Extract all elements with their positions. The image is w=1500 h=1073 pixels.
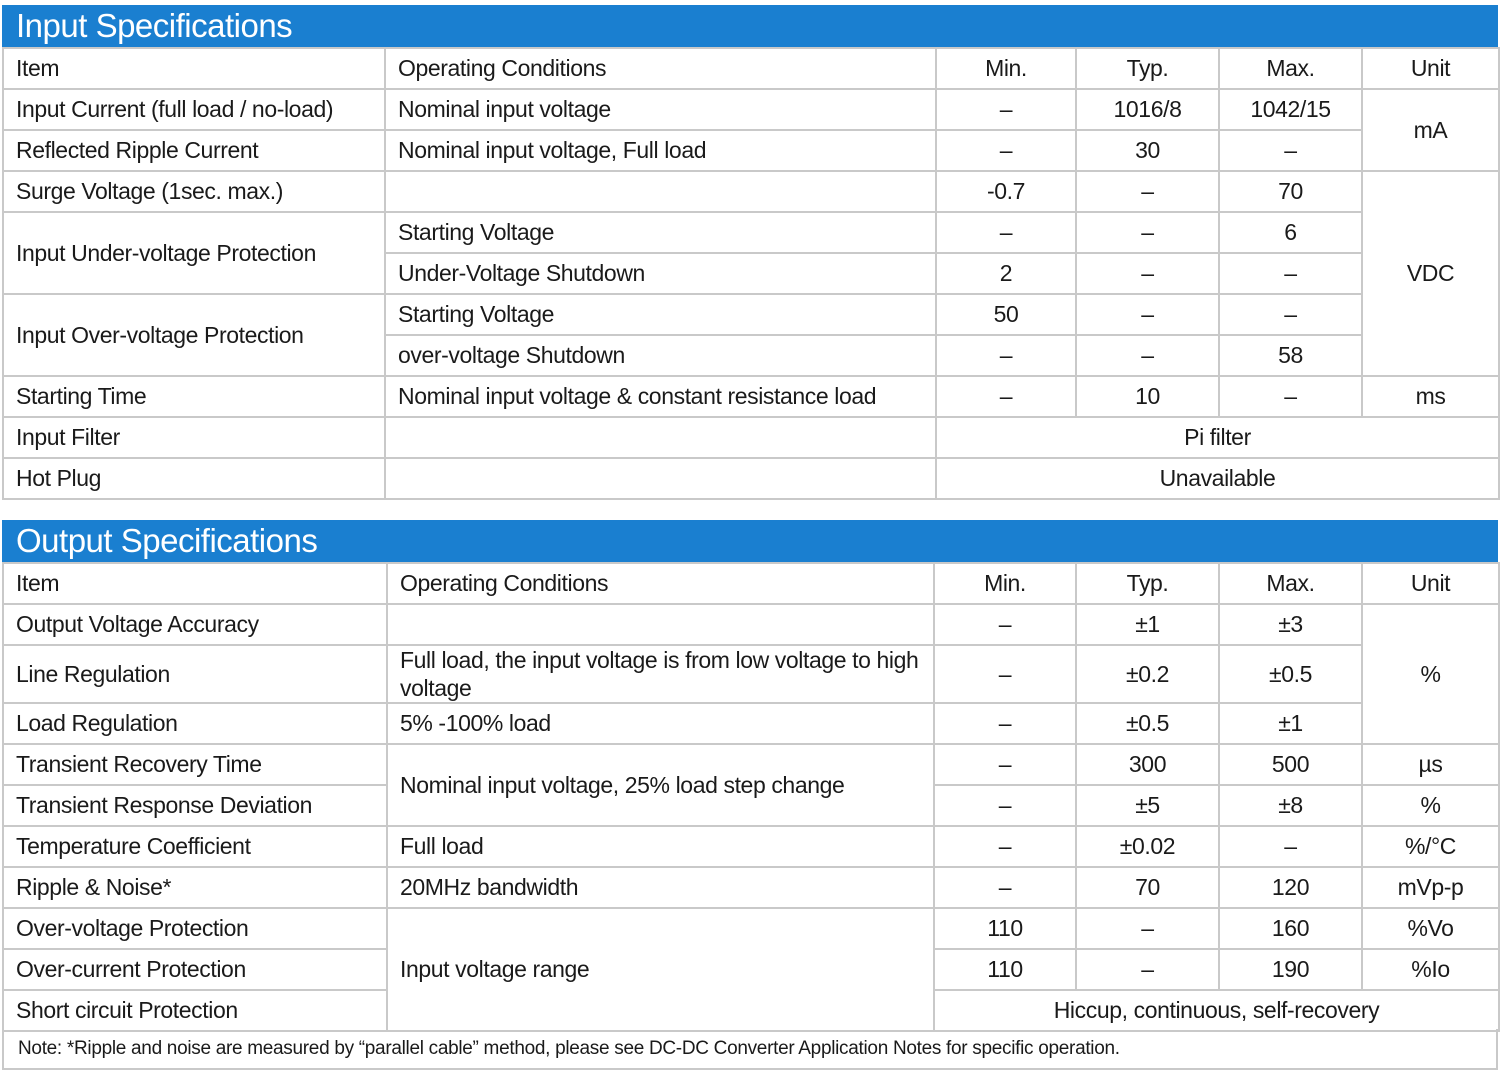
row-typ: ±0.02 [1076,826,1219,867]
row-item: Output Voltage Accuracy [3,604,387,645]
row-max: ±3 [1219,604,1362,645]
row-unit: %Io [1362,949,1499,990]
table-header-row [3,563,1499,604]
row-typ: – [1076,335,1219,376]
row-item: Transient Response Deviation [3,785,387,826]
row-item: Short circuit Protection [3,990,387,1031]
row-max: 1042/15 [1219,89,1362,130]
row-max: – [1219,130,1362,171]
row-min: – [934,604,1076,645]
row-min: – [934,744,1076,785]
row-max: 70 [1219,171,1362,212]
row-conditions: Nominal input voltage, Full load [385,130,936,171]
footnote: Note: *Ripple and noise are measured by “parallel cable” method, please see DC-DC Converter Application Notes for specific operation. [2,1029,1498,1070]
header-max: Max. [1219,563,1362,604]
row-unit: mA [1362,89,1499,171]
row-item: Input Current (full load / no-load) [3,89,385,130]
table-row [3,604,1499,645]
row-unit: % [1362,785,1499,826]
row-min: – [934,645,1076,703]
input-specifications-title: Input Specifications [2,5,1498,47]
row-max: 6 [1219,212,1362,253]
row-max: 190 [1219,949,1362,990]
row-conditions: Nominal input voltage & constant resistance load [385,376,936,417]
row-min: 110 [934,949,1076,990]
row-unit: % [1362,604,1499,744]
row-max: ±8 [1219,785,1362,826]
table-row [3,703,1499,744]
row-min: -0.7 [936,171,1076,212]
row-conditions: Starting Voltage [385,212,936,253]
row-item: Transient Recovery Time [3,744,387,785]
header-unit: Unit [1362,48,1499,89]
table-row [3,908,1499,949]
row-max: 500 [1219,744,1362,785]
row-unit: VDC [1362,171,1499,376]
header-conditions: Operating Conditions [387,563,934,604]
table-row [3,130,1499,171]
row-typ: ±0.2 [1076,645,1219,703]
row-conditions [387,604,934,645]
row-typ: 30 [1076,130,1219,171]
table-row [3,212,1499,253]
row-item: Input Under-voltage Protection [3,212,385,294]
table-row [3,744,1499,785]
table-row [3,89,1499,130]
row-min: – [936,376,1076,417]
row-typ: ±5 [1076,785,1219,826]
row-typ: 10 [1076,376,1219,417]
row-max: – [1219,376,1362,417]
row-conditions [385,171,936,212]
row-min: – [934,867,1076,908]
table-row [3,458,1499,499]
row-typ: 1016/8 [1076,89,1219,130]
row-item: Input Filter [3,417,385,458]
row-min: – [936,335,1076,376]
row-unit: µs [1362,744,1499,785]
table-header-row [3,48,1499,89]
row-conditions: Full load, the input voltage is from low voltage to high voltage [387,645,934,703]
row-value: Hiccup, continuous, self-recovery [934,990,1499,1031]
table-row [3,645,1499,703]
row-min: – [934,703,1076,744]
output-specifications-table [2,562,1500,1032]
row-typ: ±1 [1076,604,1219,645]
row-item: Reflected Ripple Current [3,130,385,171]
row-item: Ripple & Noise* [3,867,387,908]
row-conditions [385,417,936,458]
row-item: Hot Plug [3,458,385,499]
row-item: Over-current Protection [3,949,387,990]
row-max: 58 [1219,335,1362,376]
header-min: Min. [934,563,1076,604]
row-conditions: Nominal input voltage, 25% load step change [387,744,934,826]
row-unit: %Vo [1362,908,1499,949]
row-typ: – [1076,253,1219,294]
header-item: Item [3,48,385,89]
row-min: – [936,89,1076,130]
header-typ: Typ. [1076,48,1219,89]
row-unit: %/°C [1362,826,1499,867]
table-row [3,171,1499,212]
row-item: Over-voltage Protection [3,908,387,949]
row-value: Unavailable [936,458,1499,499]
header-unit: Unit [1362,563,1499,604]
row-min: – [936,130,1076,171]
row-conditions [385,458,936,499]
table-row [3,826,1499,867]
row-max: – [1219,826,1362,867]
row-conditions: Input voltage range [387,908,934,1031]
row-min: 110 [934,908,1076,949]
row-unit: ms [1362,376,1499,417]
row-min: – [934,826,1076,867]
header-item: Item [3,563,387,604]
row-max: 120 [1219,867,1362,908]
header-conditions: Operating Conditions [385,48,936,89]
table-row [3,294,1499,335]
row-typ: 70 [1076,867,1219,908]
row-min: – [934,785,1076,826]
table-row [3,417,1499,458]
row-typ: – [1076,908,1219,949]
row-typ: – [1076,171,1219,212]
row-conditions: Under-Voltage Shutdown [385,253,936,294]
header-min: Min. [936,48,1076,89]
row-conditions: Nominal input voltage [385,89,936,130]
row-typ: 300 [1076,744,1219,785]
row-item: Line Regulation [3,645,387,703]
row-typ: – [1076,212,1219,253]
row-max: ±0.5 [1219,645,1362,703]
row-min: 50 [936,294,1076,335]
row-item: Surge Voltage (1sec. max.) [3,171,385,212]
row-item: Input Over-voltage Protection [3,294,385,376]
row-max: ±1 [1219,703,1362,744]
row-min: 2 [936,253,1076,294]
row-conditions: 20MHz bandwidth [387,867,934,908]
row-value: Pi filter [936,417,1499,458]
row-min: – [936,212,1076,253]
row-unit: mVp-p [1362,867,1499,908]
row-item: Load Regulation [3,703,387,744]
row-item: Starting Time [3,376,385,417]
row-typ: – [1076,949,1219,990]
table-row [3,867,1499,908]
row-max: 160 [1219,908,1362,949]
row-typ: ±0.5 [1076,703,1219,744]
row-conditions: Starting Voltage [385,294,936,335]
row-typ: – [1076,294,1219,335]
row-conditions: 5% -100% load [387,703,934,744]
row-conditions: over-voltage Shutdown [385,335,936,376]
row-max: – [1219,253,1362,294]
row-max: – [1219,294,1362,335]
output-specifications-title: Output Specifications [2,520,1498,562]
table-row [3,376,1499,417]
header-typ: Typ. [1076,563,1219,604]
row-item: Temperature Coefficient [3,826,387,867]
header-max: Max. [1219,48,1362,89]
row-conditions: Full load [387,826,934,867]
input-specifications-table [2,47,1500,500]
